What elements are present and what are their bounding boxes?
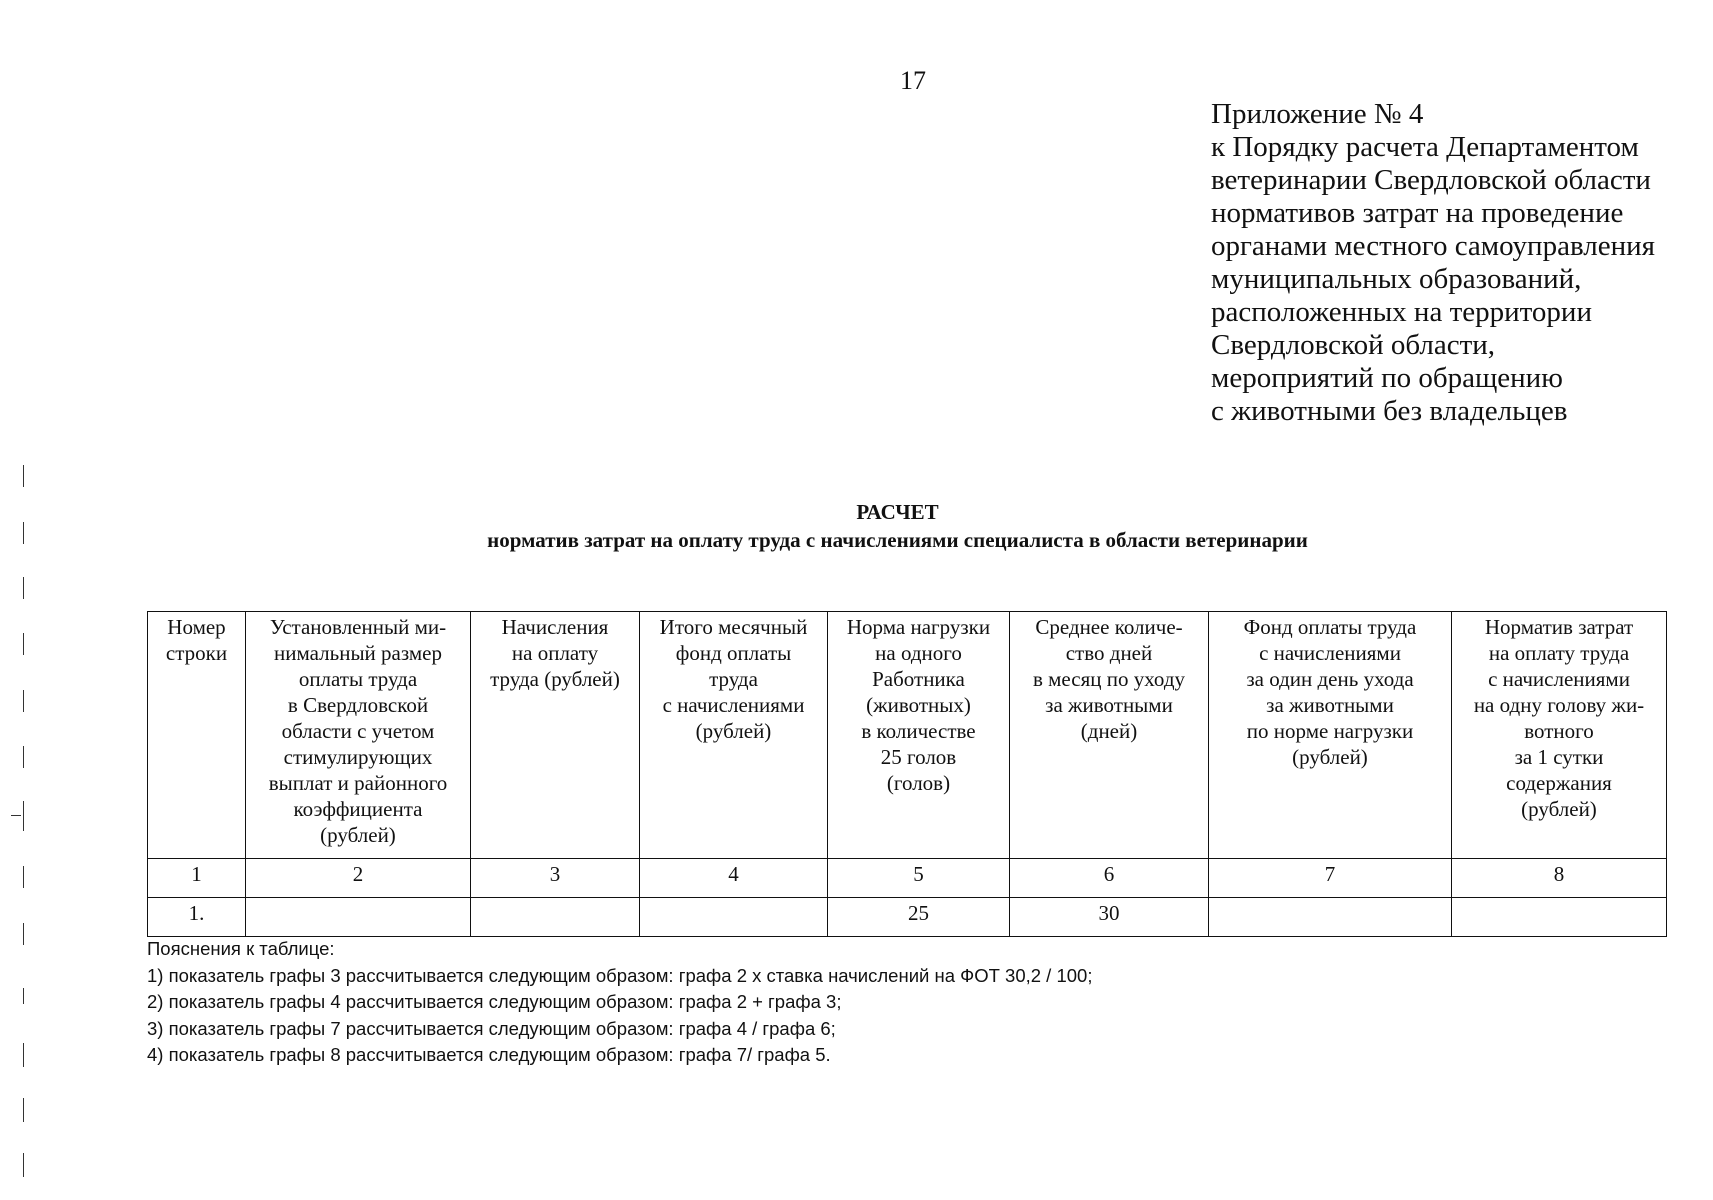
header-text-line: Начисления: [501, 615, 609, 639]
header-text-line: 25 голов: [880, 745, 957, 769]
appendix-line: ветеринарии Свердловской области: [1211, 164, 1651, 196]
header-text-line: Среднее количе-: [1035, 615, 1183, 639]
column-number-cell: 1: [148, 859, 246, 898]
header-text-line: стимулирующих: [283, 745, 433, 769]
appendix-line: нормативов затрат на проведение: [1211, 197, 1624, 229]
header-text-line: в Свердловской: [287, 693, 429, 717]
note-line: 4) показатель графы 8 рассчитывается следующим образом: графа 7/ графа 5.: [147, 1044, 831, 1065]
margin-mark: [23, 577, 24, 599]
header-text-line: на оплату: [511, 641, 599, 665]
table-cell: 30: [1010, 898, 1209, 937]
note-line: 3) показатель графы 7 рассчитывается следующим образом: графа 4 / графа 6;: [147, 1017, 836, 1039]
header-text-line: за 1 сутки: [1514, 745, 1604, 769]
header-text-line: по норме нагрузки: [1246, 719, 1414, 743]
header-text-line: (рублей): [1521, 797, 1597, 821]
note-line: 1) показатель графы 3 рассчитывается следующим образом: графа 2 х ставка начислений на ФОТ 30,2 / 100;: [147, 964, 1093, 986]
header-text-line: коэффициента: [293, 797, 423, 821]
margin-mark: [23, 988, 24, 1004]
appendix-line: с животными без владельцев: [1211, 395, 1568, 427]
column-header-2: [246, 612, 471, 859]
column-number-cell: 4: [640, 859, 828, 898]
margin-mark: [23, 690, 24, 712]
header-text-line: оплаты труда: [298, 667, 418, 691]
header-text-line: (рублей): [695, 719, 772, 743]
column-header-6: [1010, 612, 1209, 859]
appendix-line: расположенных на территории: [1211, 296, 1592, 328]
appendix-line: органами местного самоуправления: [1211, 230, 1655, 262]
column-header-3: [471, 612, 640, 859]
column-numbers-row: [148, 859, 1667, 898]
header-text-line: труда: [709, 667, 758, 691]
header-text-line: выплат и районного: [268, 771, 448, 795]
document-title: РАСЧЕТ: [856, 500, 939, 524]
column-number-cell: 5: [828, 859, 1010, 898]
header-text-line: Норматив затрат: [1484, 615, 1634, 639]
document-subtitle: норматив затрат на оплату труда с начислениями специалиста в области ветеринарии: [487, 528, 1308, 552]
header-text-line: на одного: [875, 641, 962, 665]
header-text-line: нимальный размер: [274, 641, 442, 665]
table-cell: [1209, 898, 1452, 937]
calculation-table: [147, 611, 1667, 937]
header-text-line: в количестве: [861, 719, 976, 743]
table-cell: [1452, 898, 1667, 937]
note-line: 2) показатель графы 4 рассчитывается следующим образом: графа 2 + графа 3;: [147, 991, 842, 1012]
appendix-line: муниципальных образований,: [1211, 263, 1582, 295]
header-text-line: за животными: [1045, 693, 1173, 717]
page-number: 17: [900, 66, 926, 95]
header-text-line: фонд оплаты: [675, 641, 792, 665]
header-text-line: Норма нагрузки: [846, 615, 991, 639]
margin-mark: [11, 815, 21, 816]
table-notes: [147, 936, 1092, 1069]
margin-mark: [23, 866, 24, 888]
header-text-line: с начислениями: [1259, 641, 1401, 665]
appendix-line: мероприятий по обращению: [1211, 362, 1563, 394]
header-text-line: в месяц по уходу: [1032, 667, 1186, 691]
margin-mark: [23, 1098, 24, 1122]
header-text-line: Установленный ми-: [269, 615, 447, 639]
header-text-line: с начислениями: [1488, 667, 1630, 691]
header-text-line: (рублей): [320, 823, 396, 847]
table-cell: [246, 898, 471, 937]
header-text-line: (животных): [866, 693, 971, 717]
table-cell: 1.: [148, 898, 246, 937]
margin-mark: [23, 1043, 24, 1067]
margin-mark: [23, 633, 24, 655]
header-text-line: труда (рублей): [490, 667, 620, 691]
table-header-row: [148, 612, 1667, 859]
column-header-1: [148, 612, 246, 859]
column-number-cell: 8: [1452, 859, 1667, 898]
margin-mark: [23, 746, 24, 768]
margin-mark: [23, 1153, 24, 1177]
appendix-line: к Порядку расчета Департаментом: [1211, 131, 1639, 163]
header-text-line: с начислениями: [662, 693, 805, 717]
table-cell: 25: [828, 898, 1010, 937]
header-text-line: Фонд оплаты труда: [1243, 615, 1417, 639]
table-cell: [471, 898, 640, 937]
header-text-line: на одну голову жи-: [1473, 693, 1645, 717]
column-header-8: [1452, 612, 1667, 859]
header-text-line: Итого месячный: [659, 615, 808, 639]
header-text-line: (голов): [886, 771, 951, 795]
header-text-line: содержания: [1506, 771, 1612, 795]
column-header-4: [640, 612, 828, 859]
header-text-line: (рублей): [1292, 745, 1368, 769]
margin-mark: [23, 465, 24, 487]
appendix-line: Приложение № 4: [1211, 98, 1424, 130]
table-cell: [640, 898, 828, 937]
column-number-cell: 6: [1010, 859, 1209, 898]
margin-mark: [23, 923, 24, 945]
appendix-line: Свердловской области,: [1211, 329, 1496, 361]
header-text-line: строки: [165, 641, 228, 665]
column-number-cell: 3: [471, 859, 640, 898]
header-text-line: на оплату труда: [1488, 641, 1630, 665]
header-text-line: (дней): [1080, 719, 1138, 743]
header-text-line: Работника: [872, 667, 965, 691]
header-text-line: Номер: [167, 615, 226, 639]
column-header-5: [828, 612, 1010, 859]
table-row: [148, 898, 1667, 937]
header-text-line: за животными: [1266, 693, 1394, 717]
column-number-cell: 7: [1209, 859, 1452, 898]
header-text-line: вотного: [1524, 719, 1594, 743]
header-text-line: области с учетом: [281, 719, 435, 743]
header-text-line: за один день ухода: [1246, 667, 1414, 691]
margin-mark: [23, 801, 24, 831]
column-header-7: [1209, 612, 1452, 859]
appendix-block: [1211, 98, 1681, 428]
header-text-line: ство дней: [1065, 641, 1153, 665]
column-number-cell: 2: [246, 859, 471, 898]
notes-heading: Пояснения к таблице:: [147, 938, 335, 959]
